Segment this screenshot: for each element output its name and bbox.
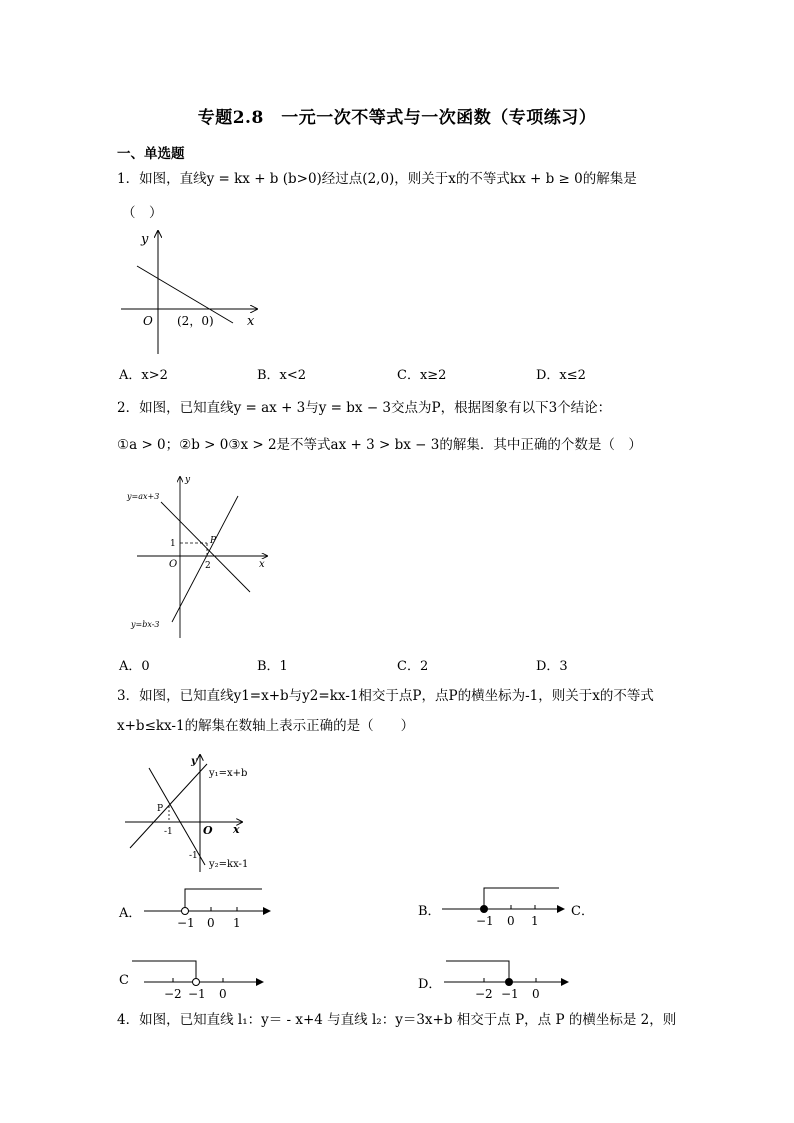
q3-x-label: x [233,823,240,836]
q3-c-label-m2: −2 [164,987,182,1001]
q3-d-ray [446,961,509,979]
q3-y-label: y [191,756,197,767]
q3-origin-label: O [203,824,213,837]
q4-text: 4．如图，已知直线 l₁：y＝ - x+4 与直线 l₂：y＝3x+b 相交于点 P，点 P 的横坐标是 2，则 [117,1012,677,1028]
q3-intercept-minus1: -1 [189,851,198,861]
q2-figure [117,472,277,640]
q3-line-y1-label: y₁=x+b [209,768,248,779]
q3-option-a-label[interactable]: A． [119,906,142,921]
q3-tick-minus1: -1 [164,827,173,837]
q3-option-b-label[interactable]: B． [418,904,441,919]
q1-x-label: x [247,314,255,329]
q3-b-closed-dot [481,906,488,913]
q3-b-label-0: 0 [507,914,515,928]
q2-option-a[interactable]: A．0 [119,659,150,674]
q1-blank: （ ） [122,205,163,221]
q3-option-c-numberline[interactable] [128,952,268,1002]
q1-option-b[interactable]: B．x<2 [257,368,307,383]
q3-option-d-label[interactable]: D． [418,977,442,992]
q1-y-label: y [141,232,149,247]
page-title: 专题2.8 一元一次不等式与一次函数（专项练习） [197,108,597,128]
q3-d-closed-dot [506,979,513,986]
q3-a-open-dot [182,908,189,915]
q1-option-d[interactable]: D．x≤2 [536,368,586,383]
q3-option-c-label[interactable]: C [119,973,129,988]
q1-text: 1．如图，直线y = kx + b (b>0)经过点(2,0)，则关于x的不等式kx + b ≥ 0的解集是 [117,171,637,187]
q3-text: 3．如图，已知直线y1=x+b与y2=kx-1相交于点P，点P的横坐标为-1，则关于x的不等式 [117,688,654,704]
q3-c-label-0: 0 [219,987,227,1001]
q3-option-a-numberline[interactable] [140,882,280,930]
q1-option-c[interactable]: C．x≥2 [397,368,447,383]
q3-option-b-numberline[interactable] [440,880,570,928]
section-heading: 一、单选题 [117,146,185,162]
q2-line-b-label: y=bx-3 [131,620,160,629]
q2-line-a-label: y=ax+3 [127,492,160,501]
q1-origin-label: O [143,314,153,328]
q3-p-label: P [157,804,164,814]
q3-a-label-m1: −1 [177,916,195,930]
q2-p-label: P [210,536,217,546]
q3-a-ray [185,889,262,908]
q3-a-label-0: 0 [207,916,215,930]
q3-c-ray [132,961,196,979]
q3-a-label-1: 1 [233,916,241,930]
q2-tick-2: 2 [205,561,211,571]
q3-b-label-1: 1 [531,914,539,928]
q2-text: 2．如图，已知直线y = ax + 3与y = bx − 3交点为P，根据图象有以下3个结论： [117,400,612,416]
q2-option-d[interactable]: D．3 [536,659,568,674]
q2-line-b [172,496,238,622]
q3-c-label-m1: −1 [188,987,206,1001]
q2-origin-label: O [169,559,178,570]
q2-option-c[interactable]: C．2 [397,659,429,674]
q3-d-label-m2: −2 [475,987,493,1001]
q1-option-a[interactable]: A．x>2 [119,368,168,383]
q3-option-d-numberline[interactable] [440,952,580,1002]
q3-figure [117,750,267,875]
q2-conclusions: ①a > 0；②b > 0③x > 2是不等式ax + 3 > bx − 3的解集．其中正确的个数是（ ） [117,437,642,453]
q3-b-label-m1: −1 [476,914,494,928]
q3-b-ray [484,888,559,906]
q3-d-label-m1: −1 [501,987,519,1001]
q3-line-y2-label: y₂=kx-1 [209,859,249,870]
q2-option-b[interactable]: B．1 [257,659,288,674]
q3-d-label-0: 0 [532,987,540,1001]
q3-option-c-inline-label: C． [571,904,594,919]
q1-point-label: (2，0) [177,314,214,328]
q3-text-2: x+b≤kx-1的解集在数轴上表示正确的是（ ） [117,718,415,734]
q2-y-label: y [185,475,191,485]
q2-x-label: x [259,559,265,570]
q1-figure [117,226,267,356]
q2-tick-1: 1 [170,539,176,549]
q3-c-open-dot [193,979,200,986]
